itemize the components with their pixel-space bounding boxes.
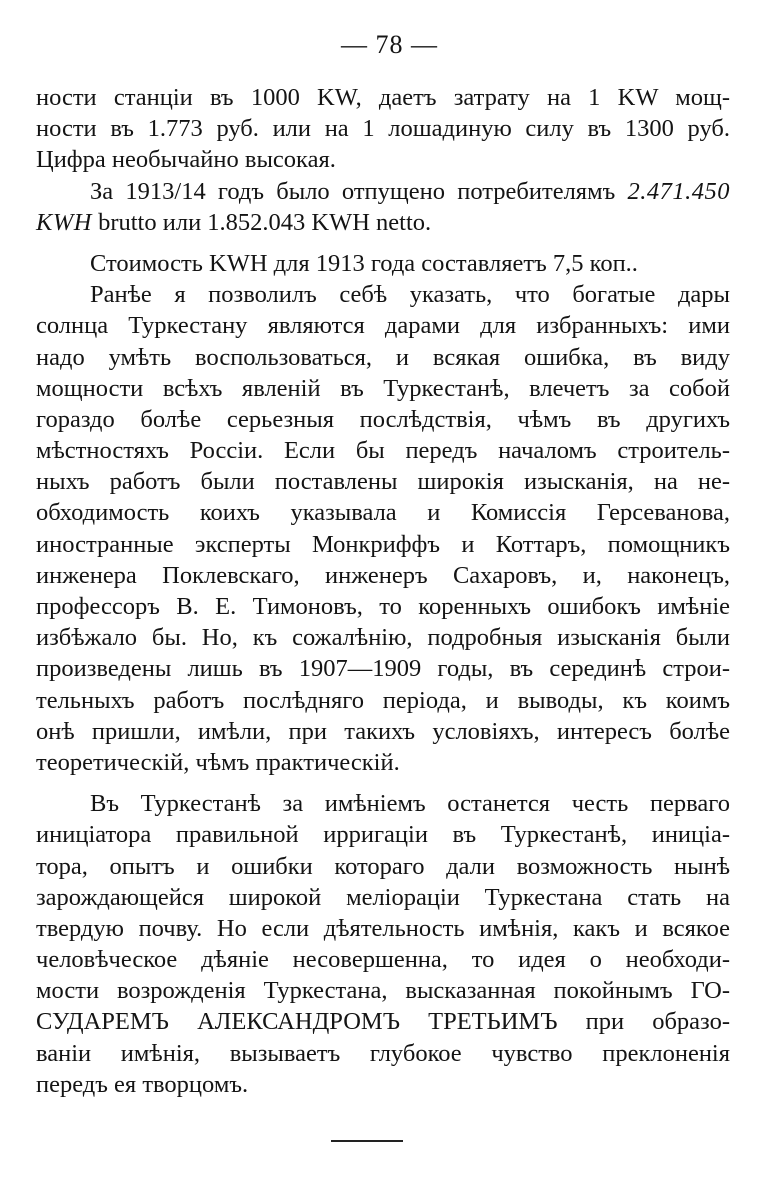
text-line: ности станціи въ 1000 KW, даетъ затрату на 1 KW мощ- [36,84,730,111]
text-line: надо умѣть воспользоваться, и всякая ошибка, въ виду [36,343,730,371]
text-line: ныхъ работъ были поставлены широкія изысканія, на не- [36,468,730,496]
text-line: тора, опытъ и ошибки котораго дали возможность нынѣ [36,852,730,880]
text-line: Ранѣе я позволилъ себѣ указать, что богатые дары [90,281,730,309]
text-line: Стоимость KWH для 1913 года составляетъ 7,5 коп.. [90,249,638,277]
text-line: СУДАРЕМЪ АЛЕКСАНДРОМЪ ТРЕТЬИМЪ при образо- [36,1008,730,1036]
text-run: За 1913/14 годъ было отпущено потребителямъ [90,177,628,205]
text-line: ваніи имѣнія, вызываетъ глубокое чувство преклоненія [36,1039,730,1067]
text-line: человѣческое дѣяніе несовершенна, то идея о необходи- [36,946,730,974]
text-run: brutto или 1.852.043 KWH netto. [91,208,432,236]
text-line: твердую почву. Но если дѣятельность имѣнія, какъ и всякое [36,914,730,942]
text-line: солнца Туркестану являются дарами для избранныхъ: ими [36,312,730,340]
text-line: мѣстностяхъ Россіи. Если бы передъ началомъ строитель- [36,437,730,465]
text-line: мости возрожденія Туркестана, высказанная покойнымъ ГО- [36,977,730,1005]
text-line: обходимость коихъ указывала и Комиссія Герсеванова, [36,499,730,527]
text-line: теоретическій, чѣмъ практическій. [36,748,400,776]
emphasized-number: 2.471.450 [627,177,730,205]
paragraph [36,248,730,279]
text-line: избѣжало бы. Но, къ сожалѣнію, подробныя изысканія были [36,624,730,652]
text-line: онѣ пришли, имѣли, при такихъ условіяхъ, интересъ болѣе [36,717,730,745]
text-line: мощности всѣхъ явленій въ Туркестанѣ, влечетъ за собой [36,374,730,402]
text-line: передъ ея творцомъ. [36,1070,249,1098]
text-line: иниціатора правильной ирригаціи въ Туркестанѣ, иниціа- [36,821,730,849]
text-line: ности въ 1.773 руб. или на 1 лошадиную силу въ 1300 руб. [36,115,730,143]
paragraph [36,279,730,778]
text-line: зарождающейся широкой меліораціи Туркестана стать на [36,883,730,911]
paragraph [36,82,730,176]
closing-rule [331,1140,403,1142]
text-line: гораздо болѣе серьезныя послѣдствія, чѣмъ въ другихъ [36,405,730,433]
text-line: Въ Туркестанѣ за имѣніемъ останется честь перваго [90,790,730,818]
page-number: — 78 — [341,30,438,59]
text-line [36,207,730,238]
text-line: Цифра необычайно высокая. [36,146,336,174]
text-line [36,176,730,207]
paragraph [36,788,730,1100]
paragraph [36,176,730,238]
text-line: тельныхъ работъ послѣдняго періода, и выводы, къ коимъ [36,686,730,714]
text-line: произведены лишь въ 1907—1909 годы, въ серединѣ строи- [36,655,730,683]
text-line: инженера Поклевскаго, инженеръ Сахаровъ, и, наконецъ, [36,561,730,589]
emphasized-unit: KWH [36,208,92,236]
text-line: иностранные эксперты Монкриффъ и Коттаръ, помощникъ [36,530,730,558]
page-text [36,82,730,1100]
text-line: профессоръ В. Е. Тимоновъ, то коренныхъ ошибокъ имѣніе [36,593,730,620]
